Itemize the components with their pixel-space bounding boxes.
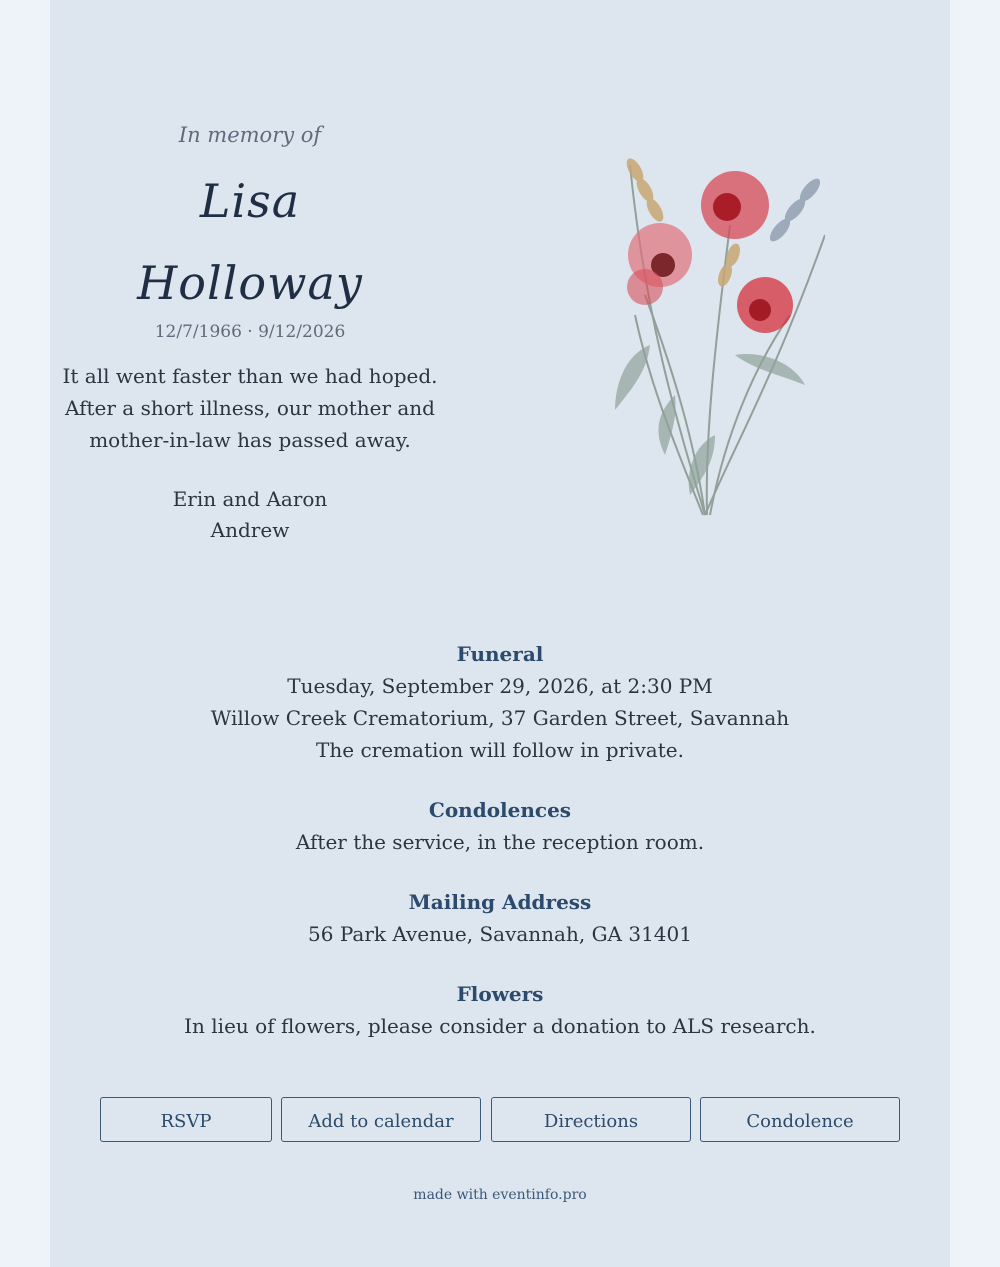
funeral-date: Tuesday, September 29, 2026, at 2:30 PM: [287, 674, 713, 698]
mailing-address-section: [100, 886, 900, 950]
condolences-title: Condolences: [428, 798, 572, 822]
memorial-message: [50, 360, 450, 456]
in-memory-label: In memory of: [178, 123, 322, 147]
deceased-last-name: Holloway: [137, 256, 363, 310]
event-details: [100, 638, 900, 1070]
condolences-section: [100, 794, 900, 858]
family-signature: [50, 484, 450, 546]
funeral-title: Funeral: [456, 642, 544, 666]
memorial-intro: [50, 118, 450, 546]
signature-line: Erin and Aaron: [172, 487, 328, 511]
add-to-calendar-button[interactable]: Add to calendar: [281, 1097, 481, 1142]
message-line: After a short illness, our mother and: [65, 396, 435, 420]
funeral-note: The cremation will follow in private.: [316, 738, 684, 762]
mailing-address-title: Mailing Address: [408, 890, 592, 914]
flowers-text: In lieu of flowers, please consider a donation to ALS research.: [184, 1014, 816, 1038]
message-line: It all went faster than we had hoped.: [62, 364, 438, 388]
message-line: mother-in-law has passed away.: [89, 428, 411, 452]
poppy-bouquet-icon: [555, 115, 825, 525]
deceased-first-name: Lisa: [199, 174, 301, 228]
funeral-section: [100, 638, 900, 766]
flowers-title: Flowers: [456, 982, 544, 1006]
flowers-section: [100, 978, 900, 1042]
condolences-text: After the service, in the reception room.: [295, 830, 705, 854]
mailing-address-text: 56 Park Avenue, Savannah, GA 31401: [308, 922, 692, 946]
directions-button[interactable]: Directions: [491, 1097, 691, 1142]
rsvp-button[interactable]: RSVP: [100, 1097, 272, 1142]
action-buttons: [100, 1097, 900, 1144]
funeral-location: Willow Creek Crematorium, 37 Garden Street, Savannah: [210, 706, 790, 730]
signature-line: Andrew: [210, 518, 290, 542]
life-dates: 12/7/1966 · 9/12/2026: [154, 322, 346, 342]
footer-credit[interactable]: made with eventinfo.pro: [413, 1187, 587, 1203]
condolence-button[interactable]: Condolence: [700, 1097, 900, 1142]
